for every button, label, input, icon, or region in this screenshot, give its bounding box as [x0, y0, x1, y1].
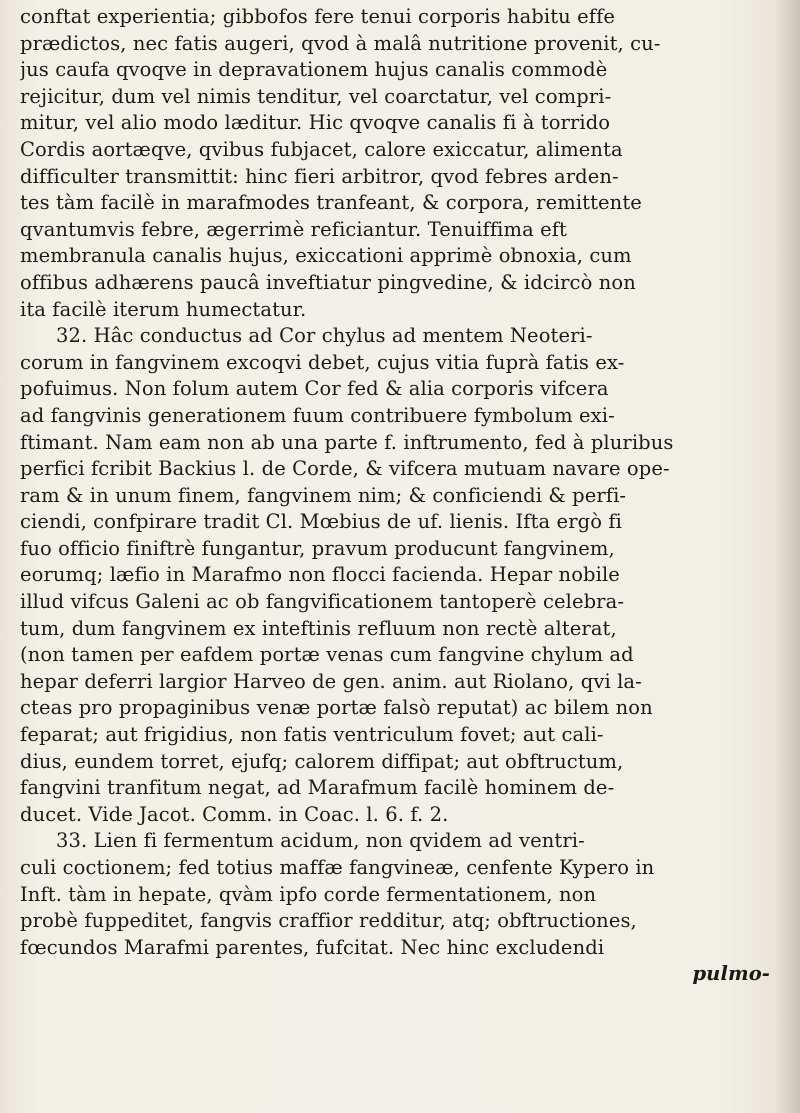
paragraph-32-start: 32. Hâc conductus ad Cor chylus ad mentem Neoteri- [56, 324, 593, 348]
text-line: tes tàm facilè in marafmodes tranfeant, & corpora, remittente [20, 191, 642, 215]
text-line: ram & in unum finem, fangvinem nim; & conficiendi & perfi- [20, 483, 627, 507]
text-line: difficulter transmittit: hinc fieri arbitror, qvod febres arden- [20, 164, 619, 188]
text-line: ciendi, confpirare tradit Cl. Mœbius de uf. lienis. Ifta ergò fi [20, 510, 622, 534]
text-line: Cordis aortæqve, qvibus fubjacet, calore exiccatur, alimenta [20, 137, 623, 161]
text-line: offibus adhærens paucâ inveftiatur pingvedine, & idcircò non [20, 270, 636, 294]
text-line: perfici fcribit Backius l. de Corde, & vifcera mutuam navare ope- [20, 457, 670, 481]
text-line: pofuimus. Non folum autem Cor fed & alia corporis vifcera [20, 377, 609, 401]
text-line: (non tamen per eafdem portæ venas cum fangvine chylum ad [20, 643, 634, 667]
text-line: ita facilè iterum humectatur. [20, 297, 307, 321]
text-line: feparat; aut frigidius, non fatis ventriculum fovet; aut cali- [20, 723, 604, 747]
text-line: cteas pro propaginibus venæ portæ falsò reputat) ac bilem non [20, 696, 653, 720]
text-line: fangvini tranfitum negat, ad Marafmum facilè hominem de- [20, 776, 615, 800]
text-line: hepar deferri largior Harveo de gen. anim. aut Riolano, qvi la- [20, 669, 642, 693]
paragraph-33-start: 33. Lien fi fermentum acidum, non qvidem ad ventri- [56, 829, 585, 853]
text-line: fuo officio finiftrè fungantur, pravum producunt fangvinem, [20, 536, 615, 560]
text-line: Inft. tàm in hepate, qvàm ipfo corde fermentationem, non [20, 882, 597, 906]
text-line: rejicitur, dum vel nimis tenditur, vel coarctatur, vel compri- [20, 84, 612, 108]
text-line: jus caufa qvoqve in depravationem hujus canalis commodè [20, 58, 608, 82]
text-line: corum in fangvinem excoqvi debet, cujus vitia fuprà fatis ex- [20, 350, 625, 374]
text-line: eorumq; læfio in Marafmo non flocci facienda. Hepar nobile [20, 563, 620, 587]
text-line: ftimant. Nam eam non ab una parte f. inftrumento, fed à pluribus [20, 430, 674, 454]
text-line: ducet. Vide Jacot. Comm. in Coac. l. 6. f. 2. [20, 802, 449, 826]
text-line: illud vifcus Galeni ac ob fangvificationem tantoperè celebra- [20, 590, 625, 614]
catchword: pulmo- [692, 962, 770, 986]
text-line: mitur, vel alio modo læditur. Hic qvoqve canalis fi à torrido [20, 111, 611, 135]
text-line: culi coctionem; fed totius maffæ fangvineæ, cenfente Kypero in [20, 856, 655, 879]
text-line: prædictos, nec fatis augeri, qvod à malâ nutritione provenit, cu- [20, 31, 661, 55]
text-line: membranula canalis hujus, exiccationi apprimè obnoxia, cum [20, 244, 632, 268]
text-line: ad fangvinis generationem fuum contribuere fymbolum exi- [20, 403, 615, 427]
text-line: conftat experientia; gibbofos fere tenui corporis habitu effe [20, 5, 616, 28]
body-text [20, 4, 780, 988]
text-line: dius, eundem torret, ejufq; calorem diffipat; aut obftructum, [20, 749, 624, 773]
text-line: probè fuppeditet, fangvis craffior redditur, atq; obftructiones, [20, 909, 637, 933]
text-line: fœcundos Marafmi parentes, fufcitat. Nec hinc excludendi [20, 935, 605, 959]
text-line: tum, dum fangvinem ex inteftinis refluum non rectè alterat, [20, 616, 617, 640]
text-line: qvantumvis febre, ægerrimè reficiantur. Tenuiffima eft [20, 217, 567, 241]
